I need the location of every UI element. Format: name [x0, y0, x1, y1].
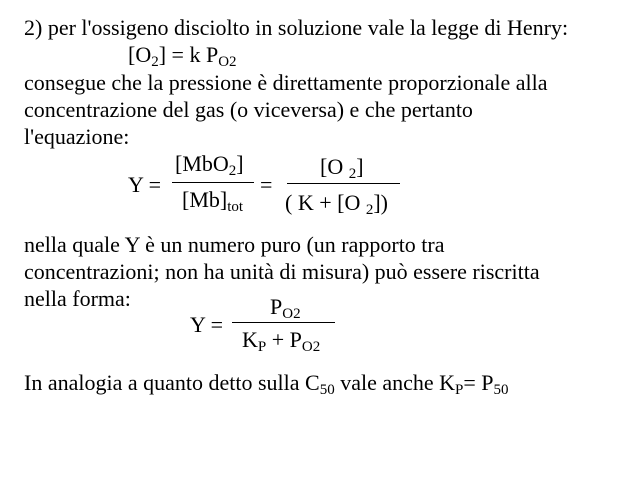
henry-sub-2: 2 — [151, 54, 159, 70]
eq2-num-sub: O2 — [282, 306, 301, 322]
henry-left: [O — [128, 42, 152, 67]
text-line-5: l'equazione: — [24, 124, 130, 149]
eq1-den1-a: [Mb] — [182, 187, 228, 212]
eq2-num-a: P — [270, 294, 283, 319]
eq1-equals: = — [260, 172, 273, 197]
eq2-den-sub: P — [257, 339, 267, 355]
eq1-y-equals: Y = — [128, 172, 161, 197]
eq2-fraction-bar — [232, 322, 335, 323]
closing-mid: vale anche K — [334, 370, 456, 395]
eq2-den-plus: + P — [266, 327, 302, 352]
eq2-y-equals: Y = — [190, 312, 223, 337]
eq1-num2-a: [O — [320, 154, 349, 179]
eq1-numerator-1 — [175, 151, 244, 179]
text-line-4: concentrazione del gas (o viceversa) e che pertanto — [24, 97, 473, 122]
eq1-num1-b: ] — [236, 151, 244, 176]
closing-line — [24, 370, 509, 398]
paragraph-line-2: concentrazioni; non ha unità di misura) può essere riscritta — [24, 259, 540, 284]
closing-sub-p: P — [455, 382, 464, 398]
closing-text: In analogia a quanto detto sulla C — [24, 370, 320, 395]
intro-line: 2) per l'ossigeno disciolto in soluzione vale la legge di Henry: — [24, 15, 569, 40]
eq2-den-sub2: O2 — [301, 339, 321, 355]
eq1-num1-sub: 2 — [228, 163, 237, 179]
eq1-den2-a: ( K + [O — [285, 190, 366, 215]
eq1-fraction-bar-1 — [172, 182, 254, 183]
paragraph-line-1: nella quale Y è un numero puro (un rapporto tra — [24, 232, 445, 257]
henry-sub-o2: O2 — [218, 54, 237, 70]
eq2-denominator — [242, 327, 321, 355]
eq1-num2-b: ] — [356, 154, 364, 179]
closing-sub-50: 50 — [319, 382, 335, 398]
eq2-numerator — [270, 294, 301, 322]
text-line-3: consegue che la pressione è direttamente proporzionale alla — [24, 70, 548, 95]
eq1-num1-a: [MbO — [175, 151, 229, 176]
henry-law-equation — [128, 42, 237, 70]
closing-eq: = P — [463, 370, 494, 395]
henry-mid: ] = k P — [158, 42, 219, 67]
eq1-denominator-1 — [182, 187, 244, 215]
eq1-denominator-2 — [285, 190, 388, 218]
eq1-numerator-2 — [320, 154, 364, 182]
eq1-den2-sub: 2 — [365, 202, 374, 218]
eq1-den1-sub: tot — [227, 199, 244, 215]
paragraph-line-3: nella forma: — [24, 286, 131, 311]
eq1-den2-b: ]) — [373, 190, 388, 215]
closing-sub-50b: 50 — [493, 382, 509, 398]
eq1-num2-sub: 2 — [348, 166, 357, 182]
eq2-den-a: K — [242, 327, 258, 352]
eq1-fraction-bar-2 — [287, 183, 400, 184]
